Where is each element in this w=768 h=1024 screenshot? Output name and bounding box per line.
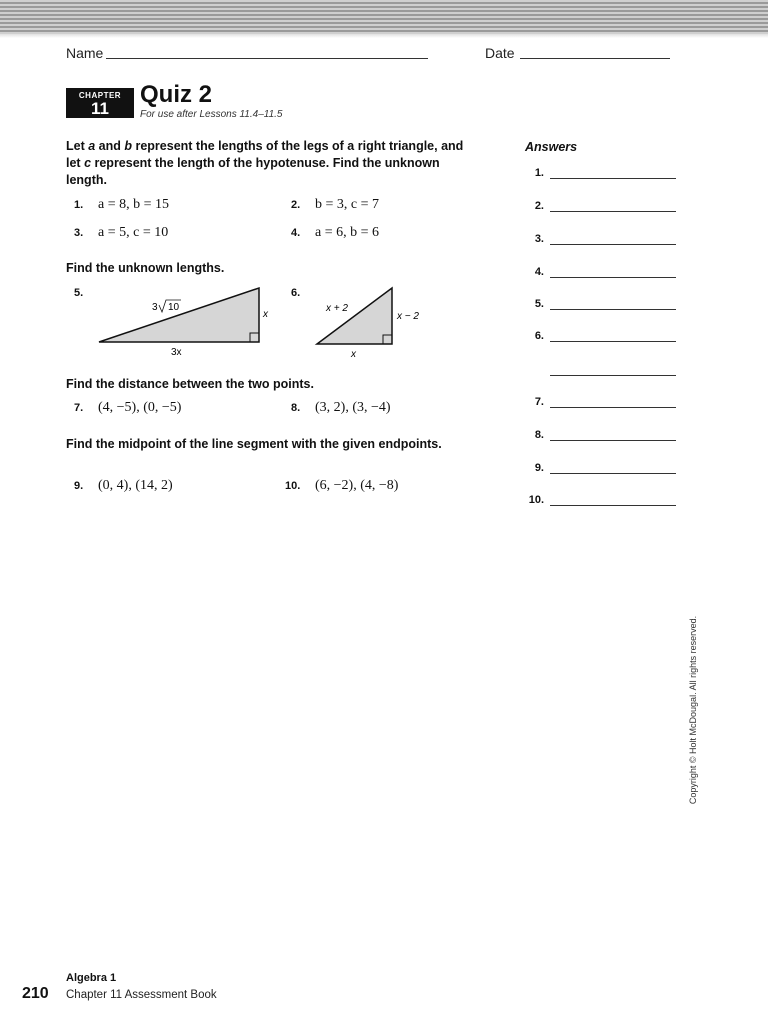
date-label: Date xyxy=(485,45,515,61)
header-stripes xyxy=(0,0,768,34)
problem-2 xyxy=(291,197,379,213)
answer-row-5[interactable] xyxy=(520,294,676,310)
answer-number: 2. xyxy=(534,200,544,212)
section-instructions-2: Find the unknown lengths. xyxy=(66,261,225,275)
problem-10 xyxy=(285,478,398,494)
problem-expression: a = 5, c = 10 xyxy=(98,225,169,240)
triangle-figure-5 xyxy=(90,282,280,362)
problem-number: 1. xyxy=(74,199,84,211)
book-title: Algebra 1 xyxy=(66,972,117,984)
answer-line[interactable] xyxy=(550,178,676,179)
answer-number: 6. xyxy=(534,330,544,342)
hypotenuse-label-radicand: 10 xyxy=(168,302,180,313)
answer-row-8[interactable] xyxy=(520,425,676,441)
answer-line[interactable] xyxy=(550,309,676,310)
copyright-notice: Copyright © Holt McDougal. All rights reserved. xyxy=(688,615,698,805)
answer-row-2[interactable] xyxy=(520,196,676,212)
quiz-subtitle: For use after Lessons 11.4–11.5 xyxy=(140,109,283,120)
answer-row-3[interactable] xyxy=(520,229,676,245)
problem-4 xyxy=(291,225,379,241)
answer-number: 9. xyxy=(534,462,544,474)
problem-number: 2. xyxy=(291,199,301,211)
answer-line[interactable] xyxy=(550,341,676,342)
problem-expression: (0, 4), (14, 2) xyxy=(98,478,173,493)
problem-number: 5. xyxy=(74,287,84,299)
problem-3 xyxy=(74,225,168,241)
problem-number: 10. xyxy=(285,480,301,492)
problem-number: 6. xyxy=(291,287,301,299)
answer-line[interactable] xyxy=(550,505,676,506)
problem-expression: (6, −2), (4, −8) xyxy=(315,478,399,493)
problem-1 xyxy=(74,197,169,213)
problem-expression: (4, −5), (0, −5) xyxy=(98,400,182,415)
base-label: 3x xyxy=(171,347,182,358)
leg-label: x xyxy=(263,309,268,320)
date-field[interactable] xyxy=(520,58,670,59)
answer-number: 1. xyxy=(534,167,544,179)
answer-row-9[interactable] xyxy=(520,458,676,474)
answer-line[interactable] xyxy=(550,277,676,278)
problem-8 xyxy=(291,400,391,416)
name-field[interactable] xyxy=(106,58,428,59)
answer-number: 3. xyxy=(534,233,544,245)
answer-number: 4. xyxy=(534,266,544,278)
answer-row-1[interactable] xyxy=(520,163,676,179)
answer-row-6b[interactable] xyxy=(520,360,676,376)
answer-number: 10. xyxy=(528,494,544,506)
problem-number: 4. xyxy=(291,227,301,239)
answer-row-6[interactable] xyxy=(520,326,676,342)
hypotenuse-label: x + 2 xyxy=(326,303,348,314)
triangle-shape xyxy=(99,288,259,342)
answer-line[interactable] xyxy=(550,244,676,245)
answer-number: 7. xyxy=(534,396,544,408)
book-subtitle: Chapter 11 Assessment Book xyxy=(66,989,217,1001)
hypotenuse-label-coef: 3 xyxy=(152,302,158,313)
problem-number: 7. xyxy=(74,402,84,414)
section-instructions-4: Find the midpoint of the line segment with the given endpoints. xyxy=(66,437,442,451)
triangle-shape xyxy=(317,288,392,344)
section-instructions-3: Find the distance between the two points. xyxy=(66,377,314,391)
answer-line[interactable] xyxy=(550,375,676,376)
answer-row-7[interactable] xyxy=(520,392,676,408)
leg-label: x − 2 xyxy=(397,311,419,322)
answer-line[interactable] xyxy=(550,211,676,212)
problem-expression: a = 6, b = 6 xyxy=(315,225,380,240)
answer-number: 8. xyxy=(534,429,544,441)
problem-number: 8. xyxy=(291,402,301,414)
answer-line[interactable] xyxy=(550,473,676,474)
chapter-number: 11 xyxy=(91,99,109,118)
problem-number: 9. xyxy=(74,480,84,492)
page-number: 210 xyxy=(22,985,49,1002)
answer-line[interactable] xyxy=(550,440,676,441)
triangle-figure-6 xyxy=(308,282,448,362)
answer-row-4[interactable] xyxy=(520,262,676,278)
problem-expression: b = 3, c = 7 xyxy=(315,197,380,212)
problem-expression: (3, 2), (3, −4) xyxy=(315,400,391,415)
problem-7 xyxy=(74,400,181,416)
chapter-label: CHAPTER xyxy=(78,91,122,100)
quiz-title: Quiz 2 xyxy=(140,81,213,108)
name-label: Name xyxy=(66,45,104,61)
answer-number: 5. xyxy=(534,298,544,310)
answer-line[interactable] xyxy=(550,407,676,408)
problem-number: 3. xyxy=(74,227,84,239)
problem-9 xyxy=(74,478,173,494)
answers-title: Answers xyxy=(525,140,578,154)
problem-expression: a = 8, b = 15 xyxy=(98,197,170,212)
base-label: x xyxy=(351,349,356,360)
chapter-badge xyxy=(66,88,134,118)
section-instructions-1: Let a and b represent the lengths of the legs of a right triangle, and let c represent the length of the hypotenuse. Find the unknown length. xyxy=(66,139,464,187)
answer-row-10[interactable] xyxy=(520,490,676,506)
